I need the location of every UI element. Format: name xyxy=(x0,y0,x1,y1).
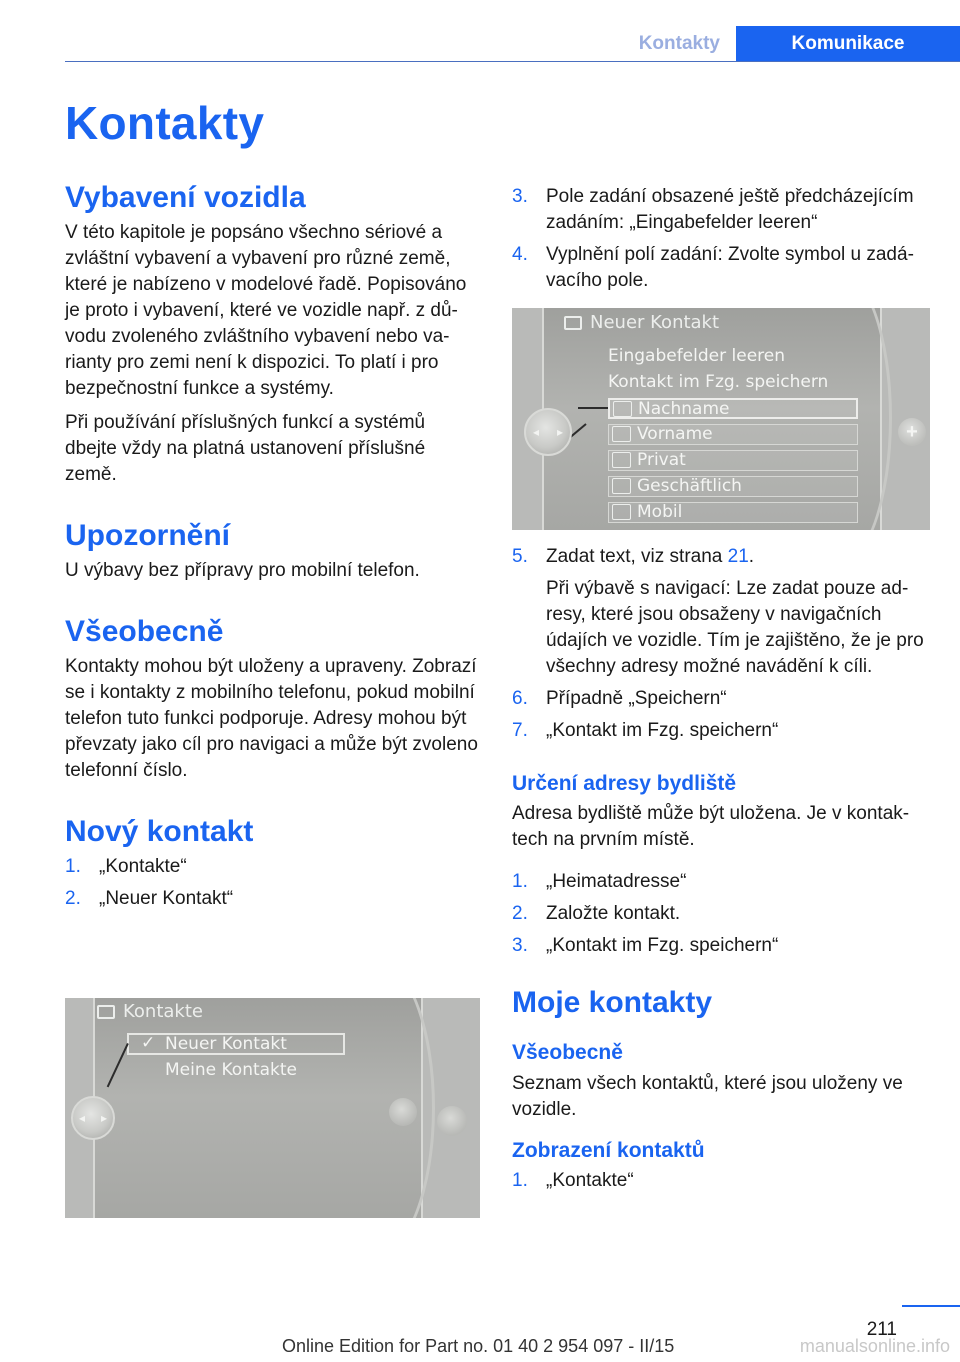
screen-title: Kontakte xyxy=(123,1001,203,1022)
list-item xyxy=(512,718,930,744)
steps-list xyxy=(512,1168,930,1194)
screen-title: Neuer Kontakt xyxy=(590,312,720,333)
paragraph: Seznam všech kontaktů, které jsou uloženy ve vozidle. xyxy=(512,1072,903,1120)
paragraph: U výbavy bez přípravy pro mobilní telefon. xyxy=(65,560,420,581)
controller-knob-icon: ◂ ▸ xyxy=(71,1096,115,1140)
menu-option-new-contact: Neuer Kontakt xyxy=(165,1034,287,1054)
list-text: „Kontakte“ xyxy=(546,1169,634,1191)
page-reference-link[interactable]: 21 xyxy=(727,546,749,567)
list-text-end: . xyxy=(748,546,755,567)
steps-list xyxy=(65,854,480,912)
list-number: 5. xyxy=(512,546,528,567)
edit-icon xyxy=(612,478,631,494)
subsection-title-show-contacts: Zobrazení kontaktů xyxy=(512,1138,705,1162)
side-button-icon xyxy=(437,1106,467,1136)
contacts-icon xyxy=(564,316,582,330)
left-column xyxy=(65,180,480,918)
list-number: 7. xyxy=(512,720,528,741)
controller-knob-icon: ◂ ▸ xyxy=(524,408,572,456)
edit-icon xyxy=(612,504,631,520)
field-label: Mobil xyxy=(637,502,683,522)
list-text: „Neuer Kontakt“ xyxy=(99,888,234,909)
menu-option-save-contact: Kontakt im Fzg. speichern xyxy=(608,372,829,392)
header-section-label: Kontakty xyxy=(638,33,720,54)
list-item xyxy=(512,869,930,895)
menu-option-my-contacts: Meine Kontakte xyxy=(165,1060,298,1080)
field-label: Nachname xyxy=(638,399,730,419)
list-item xyxy=(512,1168,930,1194)
list-text: Pole zadání obsazené ještě předcházejícím zadáním: „Eingabefelder leeren“ xyxy=(546,186,914,233)
scroll-arc xyxy=(782,308,892,530)
subsection-title-general: Všeobecně xyxy=(512,1041,623,1065)
list-text: „Heimatadresse“ xyxy=(546,871,687,893)
paragraph: V této kapitole je popsáno všechno sériové a zvláštní vybavení a vybavení pro různé země, které je nabízeno v modelové řadě. Popisováno je proto i vybavení, které ve vozidle např. z důvodu zvoleného zvláštního vybavení nebo varianty pro zemi není k dispozici. To platí i pro bezpečnostní funkce a systémy. xyxy=(65,222,467,399)
contacts-icon xyxy=(97,1005,115,1019)
list-text: Vyplnění polí zadání: Zvolte symbol u zadávacího pole. xyxy=(546,244,914,291)
list-text: Případně „Speichern“ xyxy=(546,688,727,709)
section-title-new-contact: Nový kontakt xyxy=(65,815,254,848)
list-item xyxy=(512,933,930,959)
header-chapter-tab: Komunikace xyxy=(736,26,960,61)
section-title-equipment: Vybavení vozidla xyxy=(65,181,306,214)
field-label: Vorname xyxy=(637,424,713,444)
menu-option-clear-fields: Eingabefelder leeren xyxy=(608,346,785,366)
list-number: 4. xyxy=(512,244,528,265)
screenshot-new-contact xyxy=(512,308,930,530)
paragraph: Při používání příslušných funkcí a systémů dbejte vždy na platná ustanovení příslušné země. xyxy=(65,412,426,485)
list-number: 2. xyxy=(65,888,81,909)
scroll-arc xyxy=(315,998,435,1218)
list-subtext: Při výbavě s navigací: Lze zadat pouze adresy, které jsou obsaženy v navigačních údajích ve vozidle. Tím je zajištěno, že je pro všechny adresy možné navádění k cíli. xyxy=(546,578,924,677)
list-item xyxy=(65,854,480,880)
page-number: 211 xyxy=(866,1319,897,1340)
page-title: Kontakty xyxy=(65,97,265,149)
paragraph: Adresa bydliště může být uložena. Je v kontaktech na prvním místě. xyxy=(512,803,910,851)
steps-list xyxy=(512,869,930,959)
list-text: „Kontakt im Fzg. speichern“ xyxy=(546,720,779,741)
section-title-general: Všeobecně xyxy=(65,615,224,648)
callout-line-horizontal xyxy=(578,407,608,409)
list-number: 1. xyxy=(65,856,81,877)
steps-list xyxy=(512,184,930,294)
add-icon: + xyxy=(898,418,926,446)
list-text: „Kontakt im Fzg. speichern“ xyxy=(546,935,779,957)
screenshot-contacts-menu xyxy=(65,998,480,1218)
field-label: Privat xyxy=(637,450,686,470)
list-number: 1. xyxy=(512,1169,528,1191)
option-button-icon xyxy=(389,1098,417,1126)
list-item xyxy=(512,184,930,236)
page-number-rule xyxy=(902,1305,960,1307)
section-title-notice: Upozornění xyxy=(65,519,230,552)
paragraph: Kontakty mohou být uloženy a upraveny. Zobrazí se i kontakty z mobilního telefonu, pokud mobilní telefon tuto funkci podporuje. Adresy mohou být převzaty jako cíl pro navigaci a může být zvoleno telefonní číslo. xyxy=(65,656,478,781)
list-number: 6. xyxy=(512,688,528,709)
list-number: 2. xyxy=(512,903,528,925)
section-title-my-contacts: Moje kontakty xyxy=(512,986,713,1020)
person-icon xyxy=(613,401,632,417)
list-number: 3. xyxy=(512,935,528,957)
checkmark-icon: ✓ xyxy=(141,1033,156,1052)
list-item xyxy=(512,242,930,294)
list-item xyxy=(512,901,930,927)
field-label: Geschäftlich xyxy=(637,476,742,496)
edition-footer: Online Edition for Part no. 01 40 2 954 097 - II/15 xyxy=(282,1336,675,1356)
header-rule xyxy=(65,61,960,62)
list-text: Zadat text, viz strana xyxy=(546,546,728,567)
list-number: 1. xyxy=(512,871,528,893)
section-title-home-address: Určení adresy bydliště xyxy=(512,772,737,795)
list-number: 3. xyxy=(512,186,528,207)
list-item xyxy=(512,686,930,712)
person-icon xyxy=(612,426,631,442)
list-text: „Kontakte“ xyxy=(99,856,187,877)
edit-icon xyxy=(612,452,631,468)
list-item xyxy=(65,886,480,912)
watermark: manualsonline.info xyxy=(799,1336,950,1356)
steps-list xyxy=(512,544,930,744)
right-column-lower xyxy=(512,544,930,1200)
list-item xyxy=(512,544,930,680)
list-text: Založte kontakt. xyxy=(546,903,681,925)
right-column xyxy=(512,184,930,300)
